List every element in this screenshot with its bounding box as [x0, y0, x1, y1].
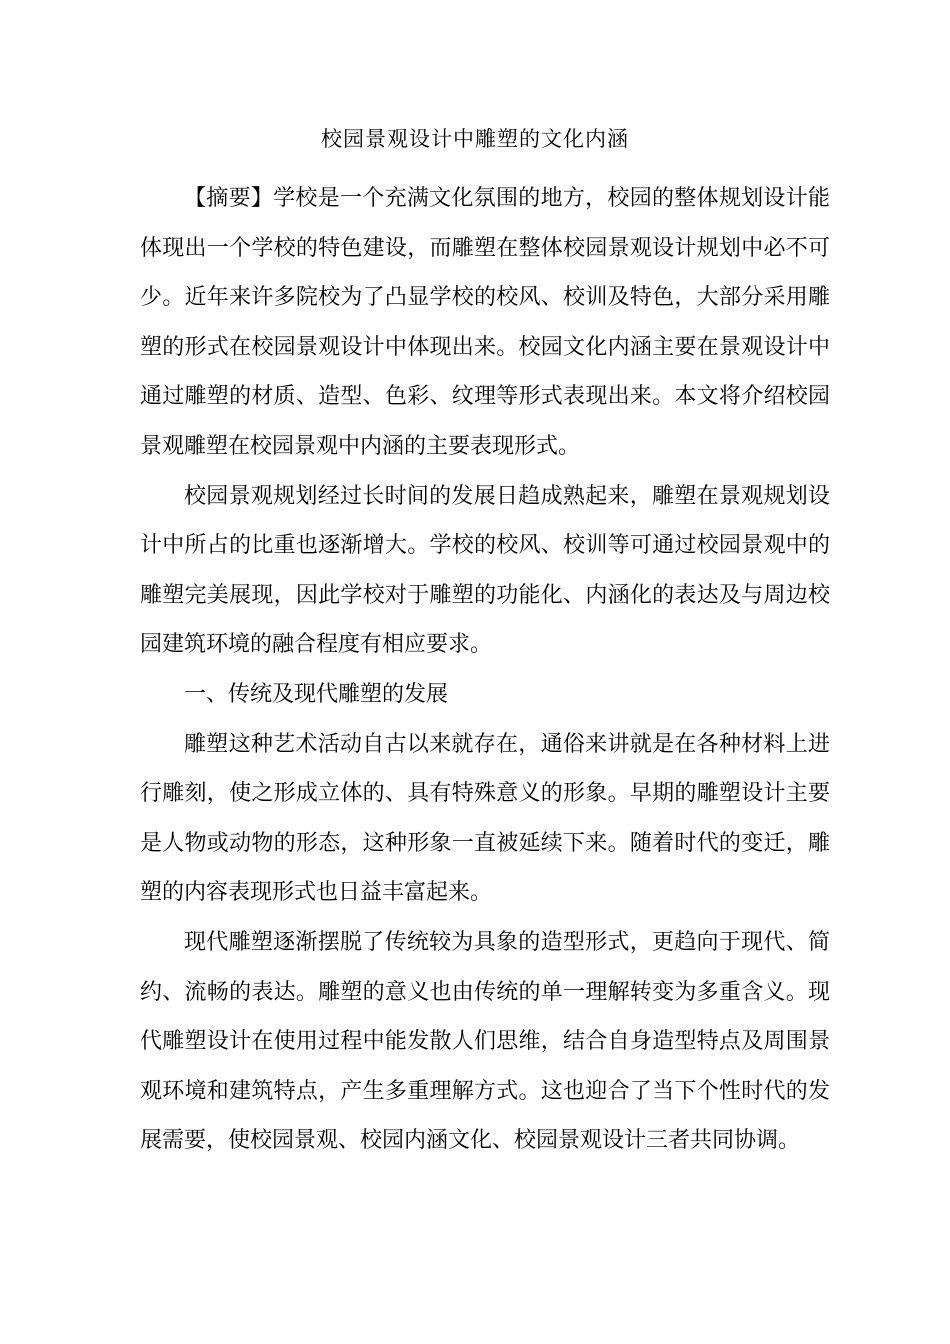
document-title: 校园景观设计中雕塑的文化内涵 [321, 127, 629, 151]
section-heading: 一、传统及现代雕塑的发展 [184, 681, 449, 707]
body-paragraph: 雕塑这种艺术活动自古以来就存在，通俗来讲就是在各种材料上进行雕刻，使之形成立体的、具有特殊意义的形象。早期的雕塑设计主要是人物或动物的形态，这种形象一直被延续下来。随着时代的变迁，雕塑的内容表现形式也日益丰富起来。 [140, 731, 830, 906]
body-paragraph: 现代雕塑逐渐摆脱了传统较为具象的造型形式，更趋向于现代、简约、流畅的表达。雕塑的意义也由传统的单一理解转变为多重含义。现代雕塑设计在使用过程中能发散人们思维，结合自身造型特点及周围景观环境和建筑特点，产生多重理解方式。这也迎合了当下个性时代的发展需要，使校园景观、校园内涵文化、校园景观设计三者共同协调。 [140, 929, 830, 1154]
intro-paragraph: 校园景观规划经过长时间的发展日趋成熟起来，雕塑在景观规划设计中所占的比重也逐渐增大。学校的校风、校训等可通过校园景观中的雕塑完美展现，因此学校对于雕塑的功能化、内涵化的表达及与周边校园建筑环境的融合程度有相应要求。 [140, 483, 830, 658]
document-body [140, 174, 830, 1166]
abstract-paragraph: 【摘要】学校是一个充满文化氛围的地方，校园的整体规划设计能体现出一个学校的特色建设，而雕塑在整体校园景观设计规划中必不可少。近年来许多院校为了凸显学校的校风、校训及特色，大部分采用雕塑的形式在校园景观设计中体现出来。校园文化内涵主要在景观设计中通过雕塑的材质、造型、色彩、纹理等形式表现出来。本文将介绍校园景观雕塑在校园景观中内涵的主要表现形式。 [140, 186, 830, 459]
